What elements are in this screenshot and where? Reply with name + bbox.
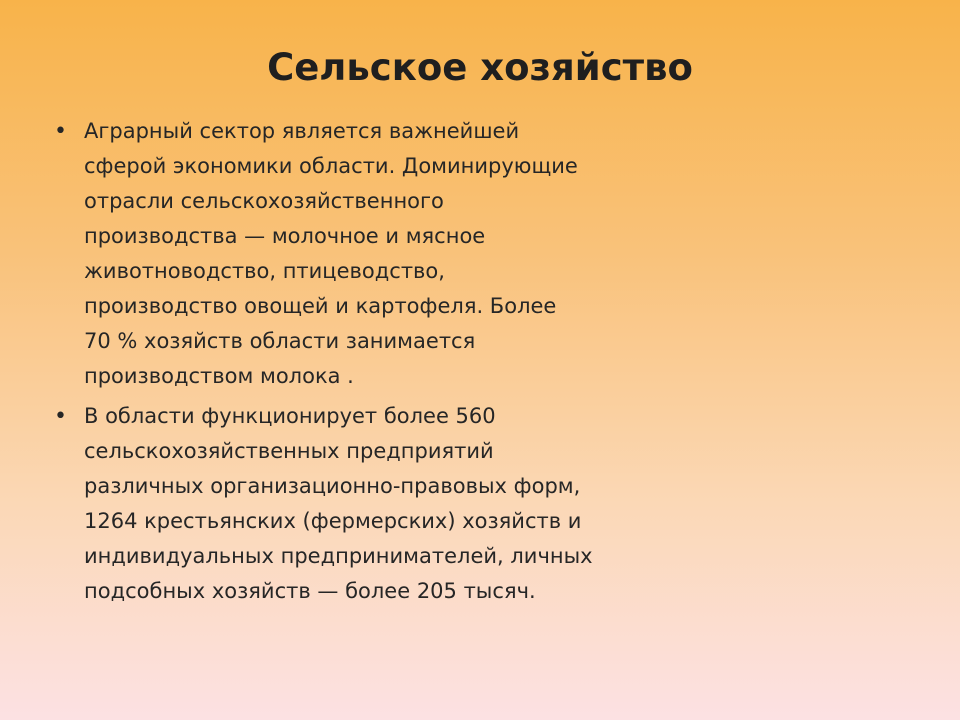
bullet-text-line: 70 % хозяйств области занимается [84,329,476,353]
bullet-dot-icon: • [54,119,67,144]
bullet-item [54,399,674,609]
bullet-list [54,114,674,614]
bullet-text-line: Аграрный сектор является важнейшей [84,119,520,143]
bullet-text-line: производством молока . [84,364,354,388]
bullet-text-line: 1264 крестьянских (фермерских) хозяйств и [84,509,582,533]
bullet-text-line: подсобных хозяйств — более 205 тысяч. [84,579,536,603]
bullet-text-line: В области функционирует более 560 [84,404,496,428]
bullet-text-line: отрасли сельскохозяйственного [84,189,444,213]
bullet-text-line: сельскохозяйственных предприятий [84,439,494,463]
bullet-text-line: животноводство, птицеводство, [84,259,445,283]
bullet-text-line: сферой экономики области. Доминирующие [84,154,578,178]
slide-title: Сельское хозяйство [267,46,693,89]
bullet-text-line: производства — молочное и мясное [84,224,486,248]
bullet-item [54,114,674,394]
bullet-text-line: производство овощей и картофеля. Более [84,294,557,318]
bullet-text-line: различных организационно-правовых форм, [84,474,581,498]
bullet-dot-icon: • [54,404,67,429]
bullet-text-line: индивидуальных предпринимателей, личных [84,544,593,568]
